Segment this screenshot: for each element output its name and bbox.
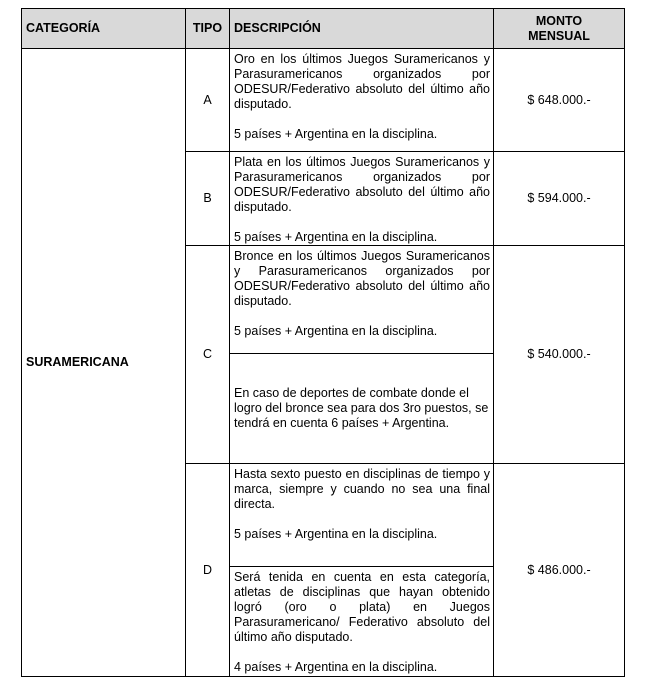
header-descripcion: DESCRIPCIÓN <box>230 9 494 49</box>
monto-c: $ 540.000.- <box>494 246 625 464</box>
descripcion-b-text: Plata en los últimos Juegos Suramericanos y Parasuramericanos organizados por ODESUR/Federativo absoluto del último año disputado. <box>234 155 490 214</box>
tipo-c: C <box>186 246 230 464</box>
header-categoria: CATEGORÍA <box>22 9 186 49</box>
descripcion-a-text: Oro en los últimos Juegos Suramericanos y Parasuramericanos organizados por ODESUR/Federativo absoluto del último año disputado. <box>234 52 490 111</box>
header-tipo: TIPO <box>186 9 230 49</box>
descripcion-a <box>230 49 494 152</box>
categoria-cell: SURAMERICANA <box>22 49 186 677</box>
descripcion-b <box>230 152 494 246</box>
header-monto-line2: MENSUAL <box>528 28 590 43</box>
descripcion-d-extra <box>230 567 494 677</box>
tipo-d: D <box>186 464 230 677</box>
tipo-a: A <box>186 49 230 152</box>
monto-d: $ 486.000.- <box>494 464 625 677</box>
descripcion-a-nota: 5 países + Argentina en la disciplina. <box>234 127 438 141</box>
descripcion-d-text: Hasta sexto puesto en disciplinas de tiempo y marca, siempre y cuando no sea una final directa. <box>234 467 490 511</box>
header-monto-mensual <box>494 9 625 49</box>
descripcion-b-nota: 5 países + Argentina en la disciplina. <box>234 230 438 244</box>
table-header-row <box>22 9 625 49</box>
header-monto-line1: MONTO <box>535 13 583 28</box>
descripcion-c-extra <box>230 354 494 464</box>
descripcion-c <box>230 246 494 354</box>
descripcion-c-text: Bronce en los últimos Juegos Suramericanos y Parasuramericanos organizados por ODESUR/Federativo absoluto del último año disputado. <box>234 249 490 308</box>
descripcion-d <box>230 464 494 567</box>
table-row-a <box>22 49 625 152</box>
monto-b: $ 594.000.- <box>494 152 625 246</box>
descripcion-d-extra-nota: 4 países + Argentina en la disciplina. <box>234 660 438 674</box>
descripcion-c-extra-text: En caso de deportes de combate donde el logro del bronce sea para dos 3ro puestos, se tendrá en cuenta 6 países + Argentina. <box>234 386 489 430</box>
tipo-b: B <box>186 152 230 246</box>
monto-a: $ 648.000.- <box>494 49 625 152</box>
descripcion-d-extra-text: Será tenida en cuenta en esta categoría, atletas de disciplinas que hayan obtenido logró (oro o plata) en Juegos Parasuramericano/ Federativo absoluto del último año disputado. <box>234 570 490 644</box>
descripcion-d-nota: 5 países + Argentina en la disciplina. <box>234 527 438 541</box>
descripcion-c-nota: 5 países + Argentina en la disciplina. <box>234 324 438 338</box>
suramericana-table <box>21 8 625 677</box>
